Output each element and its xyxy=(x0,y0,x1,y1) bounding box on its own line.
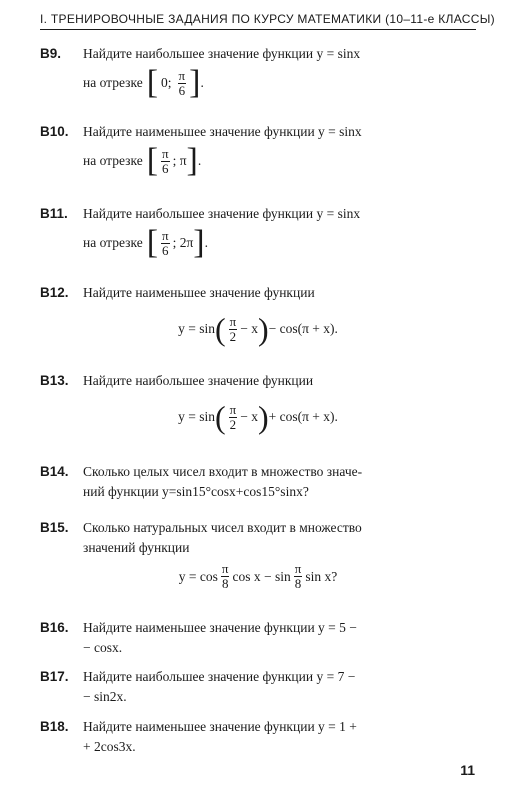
fraction: $\frac{\pi}{8}$ xyxy=(221,561,229,591)
task-number: B9. xyxy=(40,46,62,61)
task-text-line2: − sin2x. xyxy=(83,689,127,704)
task-b14 xyxy=(40,462,476,502)
task-number: B10. xyxy=(40,124,69,139)
formula: y = sin ( $\frac{\pi}{2}$ − x ) − cos(π + x). xyxy=(178,311,338,347)
task-b17 xyxy=(40,667,476,707)
task-text: Найдите наименьшее значение функции y = 1 + xyxy=(83,719,357,734)
task-number: B16. xyxy=(40,620,69,635)
task-text: Найдите наибольшее значение функции y = sinx xyxy=(83,46,361,61)
task-text: Найдите наибольшее значение функции y = sinx xyxy=(83,206,361,221)
task-b15 xyxy=(40,518,476,595)
fraction: $\frac{\pi}{6}$ xyxy=(162,227,169,258)
page-number: 11 xyxy=(460,762,475,778)
task-text: Найдите наименьшее значение функции y = sinx xyxy=(83,124,362,139)
fraction: $\frac{\pi}{6}$ xyxy=(178,67,186,98)
segment: [ $\frac{\pi}{6}$ ; 2π ] . xyxy=(146,224,208,261)
task-text-line2: значений функции xyxy=(83,540,190,555)
task-text-line2: на отрезке xyxy=(83,153,143,168)
task-text: Найдите наименьшее значение функции xyxy=(83,285,315,300)
task-number: B13. xyxy=(40,373,69,388)
task-text-line2: + 2cos3x. xyxy=(83,739,136,754)
task-b10 xyxy=(40,122,476,178)
formula: y = cos $\frac{\pi}{8}$ cos x − sin $\frac{\pi}{8}$ sin x? xyxy=(178,561,338,591)
running-header: I. ТРЕНИРОВОЧНЫЕ ЗАДАНИЯ ПО КУРСУ МАТЕМАТИКИ (10–11-е КЛАССЫ) xyxy=(40,12,476,30)
task-text-line2: на отрезке xyxy=(83,235,143,250)
task-text-line2: ний функции y=sin15°cosx+cos15°sinx? xyxy=(83,484,309,499)
formula: y = sin ( $\frac{\pi}{2}$ − x ) + cos(π + x). xyxy=(178,399,338,435)
task-text: Сколько натуральных чисел входит в множество xyxy=(83,520,362,535)
task-b11 xyxy=(40,204,476,260)
task-text: Найдите наибольшее значение функции xyxy=(83,373,314,388)
task-text-line2: на отрезке xyxy=(83,75,143,90)
task-b9 xyxy=(40,44,476,100)
task-b18 xyxy=(40,717,476,757)
task-b16 xyxy=(40,618,476,658)
task-b13 xyxy=(40,371,476,437)
task-text: Найдите наибольшее значение функции y = 7 − xyxy=(83,669,356,684)
task-text: Найдите наименьшее значение функции y = 5 − xyxy=(83,620,357,635)
task-number: B15. xyxy=(40,520,69,535)
segment: [ 0; $\frac{\pi}{6}$ ] . xyxy=(146,64,204,101)
task-b12 xyxy=(40,283,476,349)
fraction: $\frac{\pi}{8}$ xyxy=(294,561,302,591)
fraction: $\frac{\pi}{2}$ xyxy=(229,401,237,432)
task-number: B14. xyxy=(40,464,69,479)
task-text: Сколько целых чисел входит в множество значе- xyxy=(83,464,363,479)
task-number: B18. xyxy=(40,719,69,734)
task-text-line2: − cosx. xyxy=(83,640,123,655)
segment: [ $\frac{\pi}{6}$ ; π ] . xyxy=(146,142,202,179)
fraction: $\frac{\pi}{6}$ xyxy=(162,145,169,176)
task-number: B17. xyxy=(40,669,69,684)
task-number: B12. xyxy=(40,285,69,300)
task-number: B11. xyxy=(40,206,68,221)
fraction: $\frac{\pi}{2}$ xyxy=(229,313,237,344)
